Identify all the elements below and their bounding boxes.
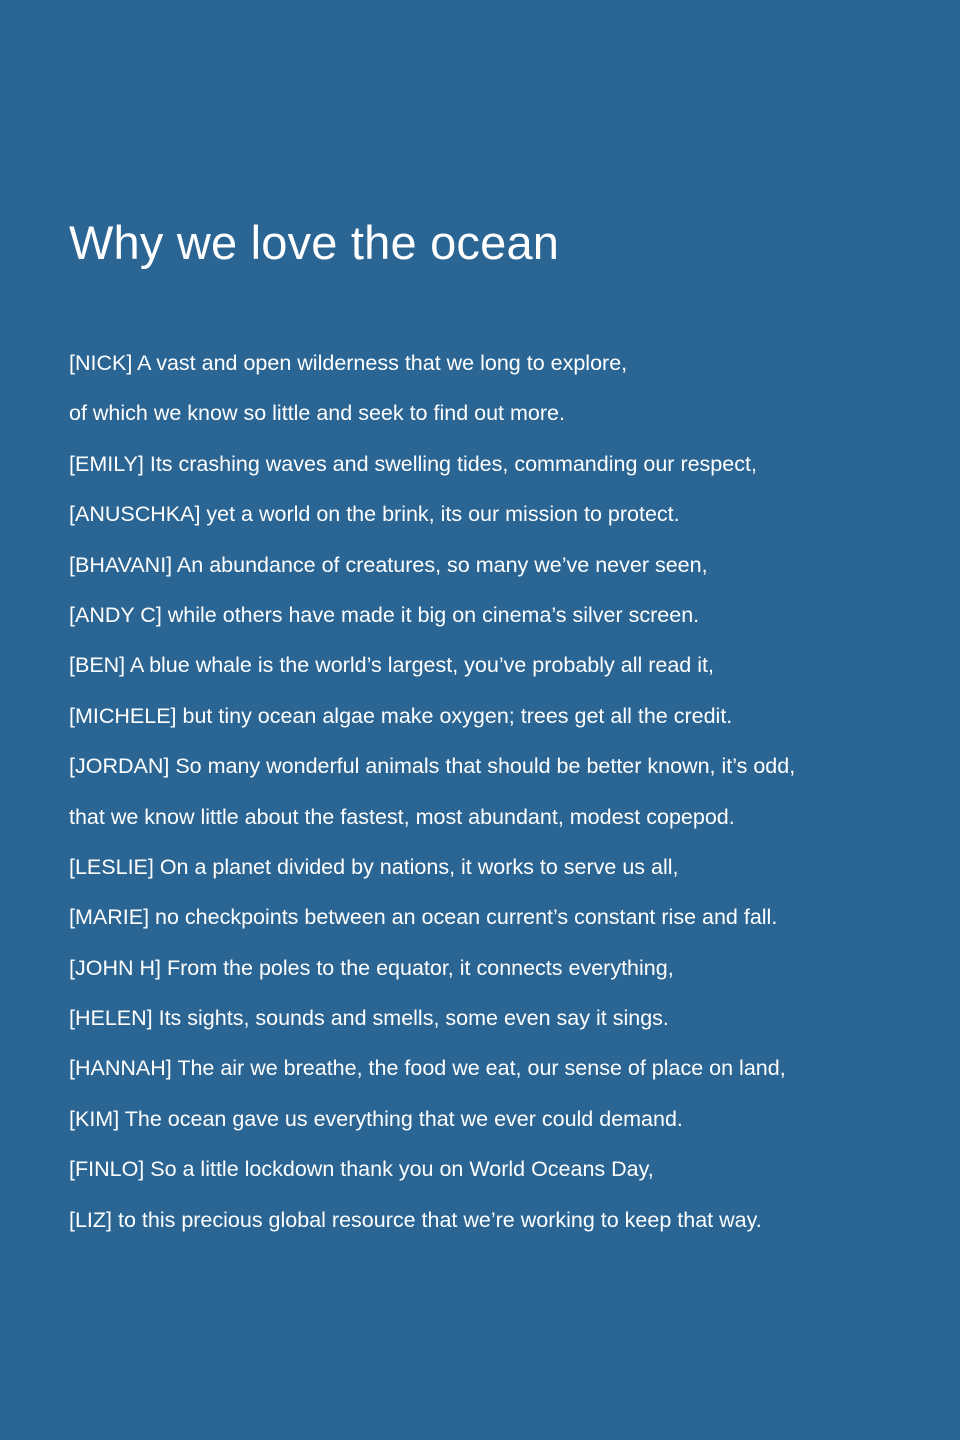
poem-line: [BHAVANI] An abundance of creatures, so many we’ve never seen, (69, 552, 708, 577)
poem-line: [LIZ] to this precious global resource that we’re working to keep that way. (69, 1207, 762, 1232)
poem-line: of which we know so little and seek to find out more. (69, 401, 565, 426)
poem-line: that we know little about the fastest, most abundant, modest copepod. (69, 804, 735, 829)
poem-line: [FINLO] So a little lockdown thank you on World Oceans Day, (69, 1157, 654, 1182)
poem-line: [HELEN] Its sights, sounds and smells, some even say it sings. (69, 1006, 669, 1031)
poem-line: [HANNAH] The air we breathe, the food we eat, our sense of place on land, (69, 1056, 786, 1081)
poem-line: [JORDAN] So many wonderful animals that should be better known, it’s odd, (69, 754, 796, 779)
poem-line: [ANDY C] while others have made it big on cinema’s silver screen. (69, 602, 700, 627)
poem-line: [LESLIE] On a planet divided by nations, it works to serve us all, (69, 854, 679, 879)
poem-line: [MARIE] no checkpoints between an ocean current’s constant rise and fall. (69, 905, 778, 930)
poem-line: [ANUSCHKA] yet a world on the brink, its our mission to protect. (69, 502, 680, 527)
poem-line: [EMILY] Its crashing waves and swelling tides, commanding our respect, (69, 451, 757, 476)
poem-line: [KIM] The ocean gave us everything that we ever could demand. (69, 1106, 683, 1131)
poem-line: [JOHN H] From the poles to the equator, it connects everything, (69, 955, 674, 980)
poem-body (69, 338, 795, 1245)
poem-line: [NICK] A vast and open wilderness that we long to explore, (69, 351, 628, 375)
page-title: Why we love the ocean (69, 216, 560, 269)
poem-line: [MICHELE] but tiny ocean algae make oxygen; trees get all the credit. (69, 703, 733, 728)
poem-line: [BEN] A blue whale is the world’s largest, you’ve probably all read it, (69, 653, 714, 678)
